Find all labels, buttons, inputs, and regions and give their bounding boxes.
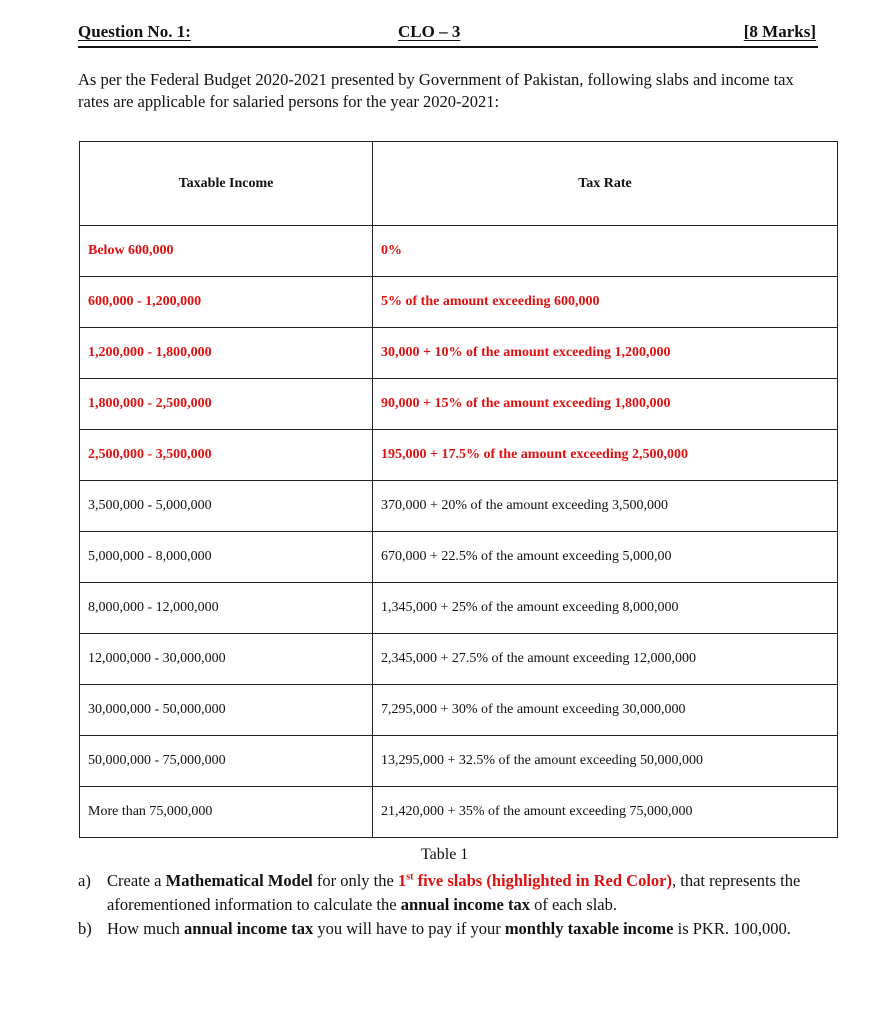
tax-rate-cell: 195,000 + 17.5% of the amount exceeding 2,500,000 [373, 430, 838, 481]
question-b-bold-1: annual income tax [184, 919, 314, 938]
question-a-red-2: five slabs (highlighted in Red Color) [413, 871, 672, 890]
question-a-marker: a) [78, 871, 91, 890]
taxable-income-cell: 30,000,000 - 50,000,000 [80, 685, 373, 736]
tax-rate-cell: 21,420,000 + 35% of the amount exceeding 75,000,000 [373, 787, 838, 838]
taxable-income-cell: 2,500,000 - 3,500,000 [80, 430, 373, 481]
clo-label: CLO – 3 [398, 22, 461, 41]
question-list [78, 869, 826, 941]
tax-rate-cell: 7,295,000 + 30% of the amount exceeding 30,000,000 [373, 685, 838, 736]
table-row [80, 430, 838, 481]
tax-rate-cell: 5% of the amount exceeding 600,000 [373, 277, 838, 328]
question-b-text-3: is PKR. 100,000. [673, 919, 791, 938]
taxable-income-cell: More than 75,000,000 [80, 787, 373, 838]
tax-rate-cell: 13,295,000 + 32.5% of the amount exceeding 50,000,000 [373, 736, 838, 787]
question-a-text-3: , that represents the aforementioned information to calculate the [107, 871, 801, 914]
question-a-red-1 [398, 871, 413, 890]
question-a-red-number: 1 [397, 871, 407, 890]
taxable-income-cell: 50,000,000 - 75,000,000 [80, 736, 373, 787]
question-b-bold-2: monthly taxable income [504, 919, 674, 938]
question-a-bold-1: Mathematical Model [165, 871, 313, 890]
taxable-income-cell: 1,800,000 - 2,500,000 [80, 379, 373, 430]
table-body [80, 226, 838, 838]
table-row [80, 685, 838, 736]
question-a-text-2: for only the [312, 871, 398, 890]
table-row [80, 379, 838, 430]
tax-rate-cell: 2,345,000 + 27.5% of the amount exceeding 12,000,000 [373, 634, 838, 685]
taxable-income-cell: 8,000,000 - 12,000,000 [80, 583, 373, 634]
question-a [78, 869, 826, 917]
tax-rate-cell: 30,000 + 10% of the amount exceeding 1,200,000 [373, 328, 838, 379]
taxable-income-cell: 3,500,000 - 5,000,000 [80, 481, 373, 532]
header-tax-rate: Tax Rate [373, 142, 838, 226]
tax-rate-cell: 1,345,000 + 25% of the amount exceeding 8,000,000 [373, 583, 838, 634]
question-header [78, 22, 818, 48]
table-row [80, 634, 838, 685]
taxable-income-cell: 12,000,000 - 30,000,000 [80, 634, 373, 685]
table-row [80, 532, 838, 583]
question-a-red-sup: st [406, 871, 414, 883]
table-caption: Table 1 [421, 846, 469, 863]
header-taxable-income: Taxable Income [80, 142, 373, 226]
table-row [80, 583, 838, 634]
taxable-income-cell: 5,000,000 - 8,000,000 [80, 532, 373, 583]
question-b-marker: b) [78, 919, 92, 938]
table-row [80, 481, 838, 532]
taxable-income-cell: 1,200,000 - 1,800,000 [80, 328, 373, 379]
table-row [80, 787, 838, 838]
tax-rate-cell: 0% [373, 226, 838, 277]
tax-rate-cell: 90,000 + 15% of the amount exceeding 1,800,000 [373, 379, 838, 430]
question-b [78, 917, 826, 941]
table-row [80, 277, 838, 328]
intro-paragraph: As per the Federal Budget 2020-2021 presented by Government of Pakistan, following slabs and income tax rates are applicable for salaried persons for the year 2020-2021: [78, 70, 794, 111]
tax-rate-cell: 370,000 + 20% of the amount exceeding 3,500,000 [373, 481, 838, 532]
question-a-bold-2: annual income tax [400, 895, 530, 914]
taxable-income-cell: 600,000 - 1,200,000 [80, 277, 373, 328]
tax-slab-table [79, 141, 838, 838]
taxable-income-cell: Below 600,000 [80, 226, 373, 277]
marks-label: [8 Marks] [743, 22, 816, 41]
question-number: Question No. 1: [78, 22, 191, 41]
table-header-row [80, 142, 838, 226]
table-row [80, 736, 838, 787]
table-row [80, 226, 838, 277]
question-a-text-1: Create a [107, 871, 166, 890]
table-row [80, 328, 838, 379]
question-a-text-4: of each slab. [529, 895, 617, 914]
tax-rate-cell: 670,000 + 22.5% of the amount exceeding 5,000,00 [373, 532, 838, 583]
question-b-text-1: How much [107, 919, 184, 938]
question-b-text-2: you will have to pay if your [313, 919, 505, 938]
